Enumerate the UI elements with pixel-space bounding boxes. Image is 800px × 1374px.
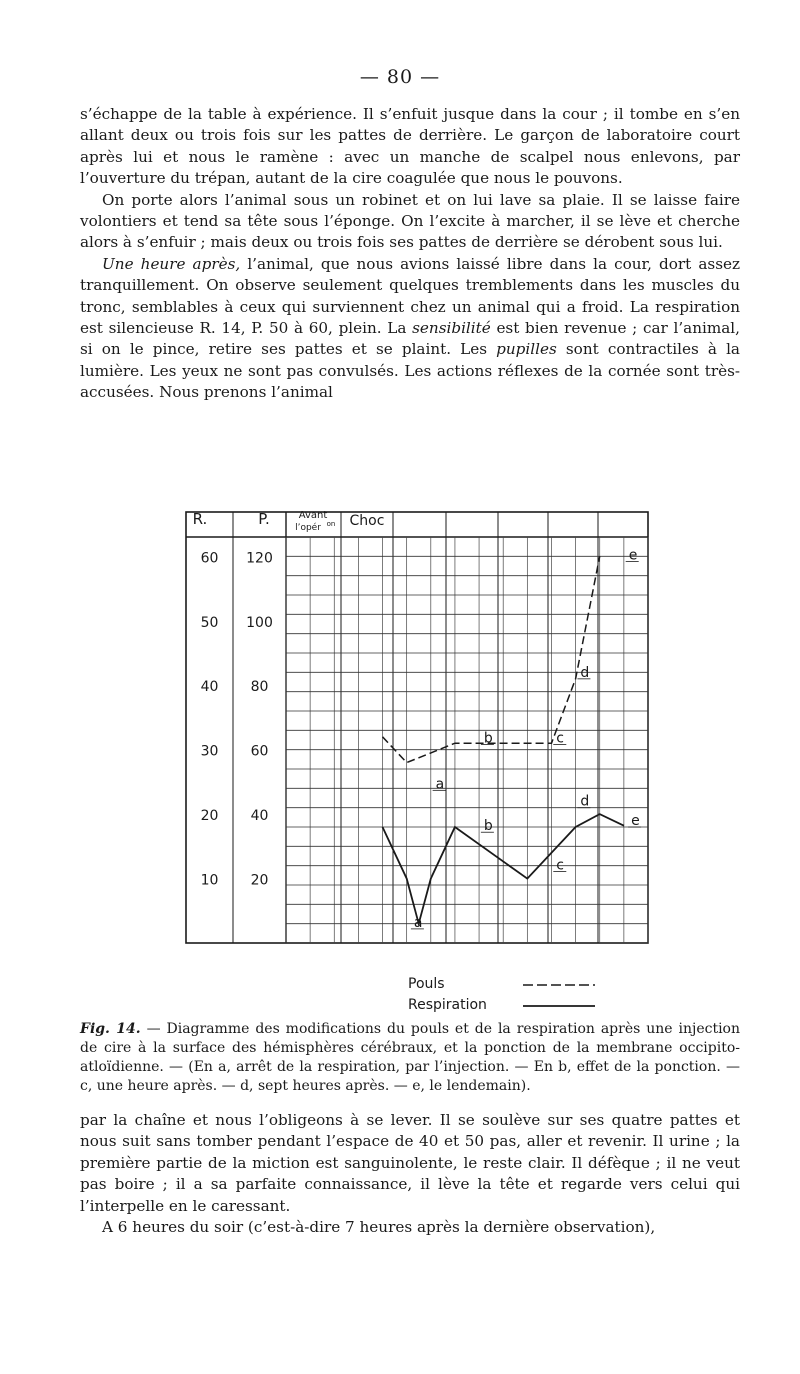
- paragraph-1: s’échappe de la table à expérience. Il s’enfuit jusque dans la cour ; il tombe en s’en allant deux ou trois fois sur les pattes de derrière. Le garçon de laboratoire court après lui et nous le ramène : avec un manche de scalpel nous enlevons, par l’ouverture du trépan, autant de la cire coagulée que nous le pouvons.: [80, 105, 740, 188]
- point-label-a: a: [435, 776, 445, 793]
- figure-caption-text: — Diagramme des modifications du pouls et de la respiration après une injection de cire à la surface des hémisphères cérébraux, et la ponction de la membrane occipito-atloïdienne. — (En a, arrêt de la respiration, par l’injection. — En b, effet de la ponction. — c, une heure après. — d, sept heures après. — e, le lendemain).: [80, 1021, 740, 1094]
- header-p: P.: [258, 510, 270, 528]
- point-label-e: e: [631, 813, 640, 830]
- chart-axes: [193, 510, 385, 889]
- axis-p-tick-label: 100: [246, 614, 273, 631]
- header-operation: l’opér: [295, 523, 321, 533]
- axis-p-tick-label: 80: [250, 679, 269, 696]
- axis-p-tick-label: 60: [250, 743, 269, 760]
- point-label-d: d: [580, 793, 590, 810]
- paragraph-2: On porte alors l’animal sous un robinet et on lui lave sa plaie. Il se laisse faire volontiers et tend sa tête sous l’éponge. On l’excite à marcher, il se lève et cherche alors à s’enfuir ; mais deux ou trois fois ses pattes de derrière se dérobent sous lui.: [80, 190, 740, 252]
- axis-p-tick-label: 120: [246, 550, 273, 567]
- point-label-e: e: [628, 547, 638, 564]
- paragraph-5: A 6 heures du soir (c’est-à-dire 7 heures après la dernière observation),: [102, 1218, 656, 1237]
- axis-r-tick-label: 20: [200, 808, 219, 825]
- header-operation-sup: on: [326, 520, 336, 528]
- axis-r-tick-label: 60: [200, 550, 219, 567]
- italic-sensibilite: sensibilité: [412, 319, 491, 338]
- header-r: R.: [192, 510, 208, 528]
- figure-label: Fig. 14.: [80, 1021, 141, 1037]
- bottom-text: [80, 1110, 740, 1238]
- axis-p-tick-label: 20: [250, 872, 269, 889]
- header-choc: Choc: [349, 513, 385, 529]
- axis-r-tick-label: 10: [200, 872, 219, 889]
- italic-pupilles: pupilles: [496, 340, 557, 359]
- paragraph-3-part-2: est bien revenue ; car l’animal, si on le pince, retire ses pattes et se plaint.: [80, 319, 740, 359]
- header-avant: Avant: [298, 510, 328, 521]
- paragraph-4: par la chaîne et nous l’obligeons à se lever. Il se soulève sur ses quatre pattes et nous suit sans tomber pendant l’espace de 40 et 50 pas, aller et revenir. Il urine ; la première partie de la miction est sanguinolente, le reste clair. Il défèque ; il ne veut pas boire ; il a sa parfaite connaissance, il lève la tête et regarde vers celui qui l’interpelle en le caressant.: [80, 1111, 740, 1215]
- page-number: — 80 —: [359, 66, 441, 88]
- point-label-c: c: [556, 857, 564, 874]
- point-label-c: c: [556, 730, 564, 747]
- axis-r-tick-label: 50: [200, 614, 219, 631]
- axis-r-tick-label: 30: [200, 743, 219, 760]
- italic-une-heure-apres: Une heure après,: [102, 254, 241, 273]
- paragraph-3-part-3: sont contractiles à la lumière. Les yeux ne sont pas convulsés. Les actions réflexes de la cornée sont très-accusées. Nous prenons l’animal: [80, 340, 740, 402]
- axis-r-tick-label: 40: [200, 679, 219, 696]
- point-label-b: b: [483, 818, 493, 835]
- chart-legend: [408, 976, 595, 1013]
- point-label-b: b: [483, 730, 493, 747]
- legend-respiration-label: Respiration: [408, 997, 487, 1013]
- point-label-a: a: [413, 914, 423, 931]
- paragraph-3-les: Les: [460, 340, 497, 359]
- legend-pouls-label: Pouls: [408, 976, 445, 992]
- axis-p-tick-label: 40: [250, 808, 269, 825]
- chart-point-labels: [411, 548, 641, 931]
- paragraph-3-part-1: l’animal, que nous avions laissé libre dans la cour, dort assez tranquillement. On observe seulement quelques tremblements dans les muscles du tronc, semblables à ceux qui surviennent chez un animal qui a froid. La respiration est silencieuse R. 14, P. 50 à 60, plein. La: [80, 254, 740, 338]
- figure-caption: [80, 1020, 740, 1096]
- point-label-d: d: [580, 664, 590, 681]
